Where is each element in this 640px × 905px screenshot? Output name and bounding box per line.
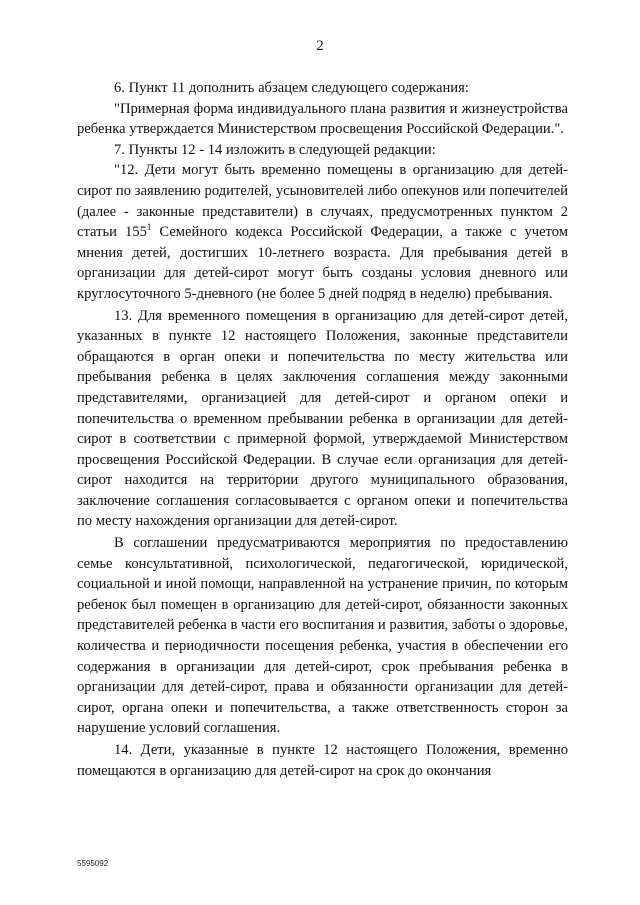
footnote-superscript: 1 <box>146 222 152 233</box>
paragraph-item-7: 7. Пункты 12 - 14 изложить в следующей редакции: <box>114 141 436 158</box>
point-12-text-before: "12. Дети могут быть временно помещены в организацию для детей-сирот по заявлению родителей, усыновителей либо опекунов или попечителей (далее - законные представители) в случаях, предусмотренных пунктом 2 статьи 155 <box>77 162 568 241</box>
paragraph-point-12 <box>77 160 568 304</box>
paragraph-point-14: 14. Дети, указанные в пункте 12 настоящего Положения, временно помещаются в организацию для детей-сирот на срок до окончания <box>77 742 568 779</box>
page-number: 2 <box>316 38 324 54</box>
paragraph-quote-form: "Примерная форма индивидуального плана развития и жизнеустройства ребенка утверждается Министерством просвещения Российской Федерации.". <box>77 100 568 138</box>
paragraph-item-6: 6. Пункт 11 дополнить абзацем следующего содержания: <box>114 80 469 96</box>
paragraph-agreement: В соглашении предусматриваются мероприятия по предоставлению семье консультативной, психологической, педагогической, юридической, социальной и иной помощи, направленной на устранение причин, по которым ребенок был помещен в организацию для детей-сирот, обязанности законных представителей ребенка в части его воспитания и развития, заботы о здоровье, количества и периодичности посещения ребенка, участия в обеспечении его содержания в организации для детей-сирот, срок пребывания ребенка в организации для детей-сирот, права и обязанности организации для детей-сирот, органа опеки и попечительства, а также ответственность сторон за нарушение условий соглашения. <box>77 535 568 737</box>
paragraph-point-13: 13. Для временного помещения в организацию для детей-сирот детей, указанных в пункте 12 настоящего Положения, законные представители обращаются в орган опеки и попечительства по месту жительства или пребывания ребенка в целях заключения соглашения между законными представителями, организацией для детей-сирот и органом опеки и попечительства о временном пребывании ребенка в организации для детей-сирот в соответствии с примерной формой, утверждаемой Министерством просвещения Российской Федерации. В случае если организация для детей-сирот находится на территории другого муниципального образования, заключение соглашения согласовывается с органом опеки и попечительства по месту нахождения организации для детей-сирот. <box>77 307 568 530</box>
document-code: 5595092 <box>77 859 109 868</box>
document-body <box>77 78 568 781</box>
point-12-text-after: Семейного кодекса Российской Федерации, а также с учетом мнения детей, достигших 10-летнего возраста. Для пребывания детей в организации для детей-сирот могут быть созданы условия дневного или круглосуточного 5-дневного (не более 5 дней подряд в неделю) пребывания. <box>77 224 568 302</box>
